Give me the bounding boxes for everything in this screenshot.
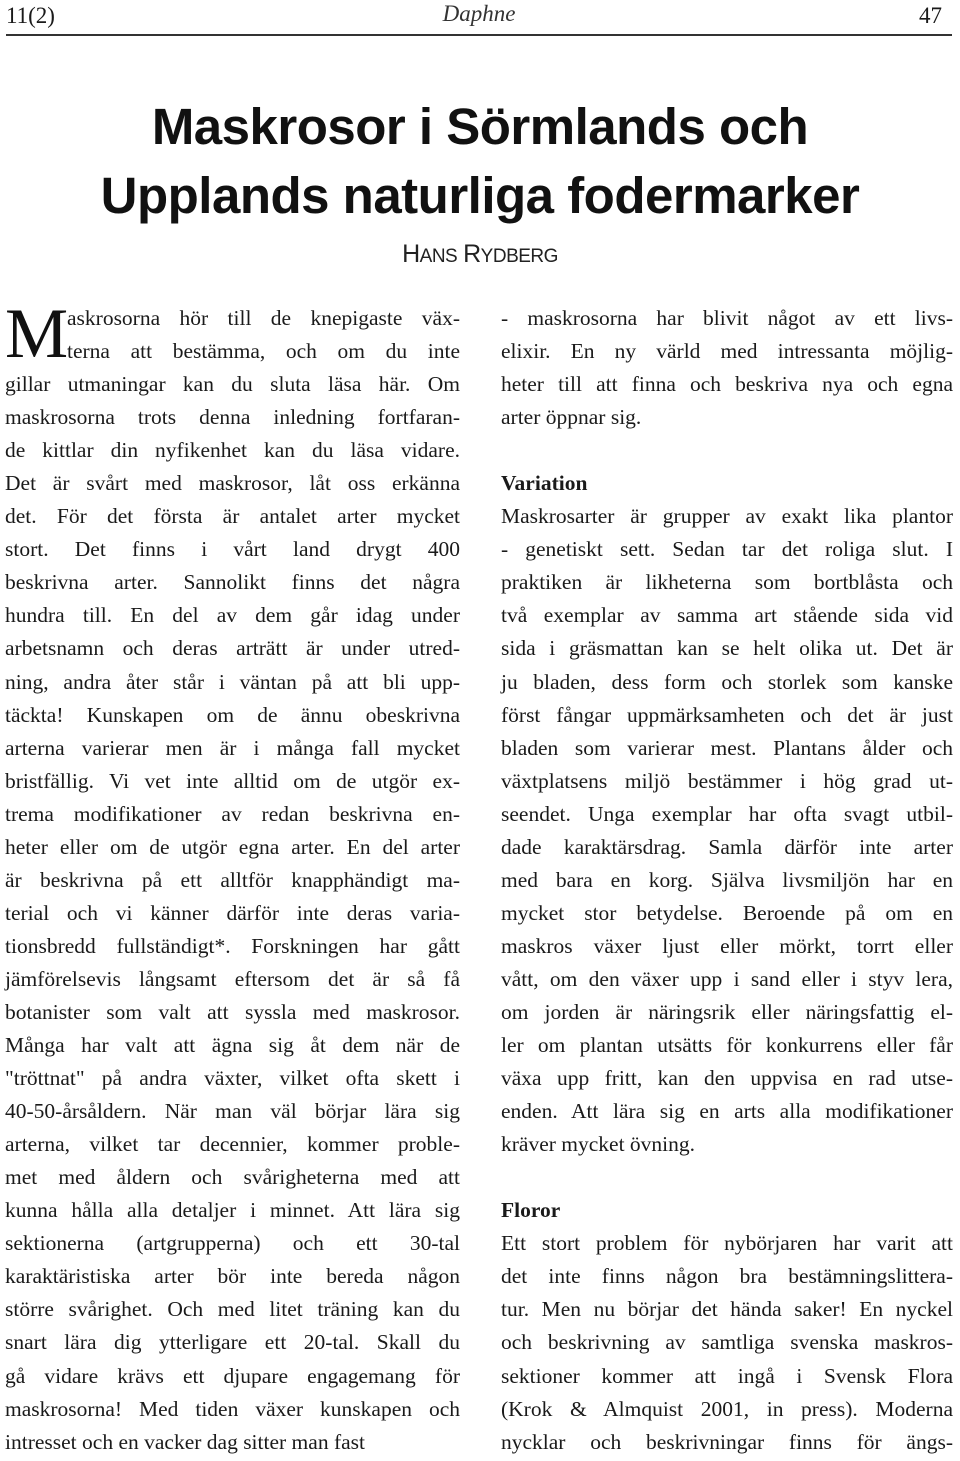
text-line: med bara en korg. Själva livsmiljön har en [501, 867, 953, 892]
text-line: heter eller om de utgör egna arter. En del arter [5, 834, 460, 859]
text-line: - genetiskt sett. Sedan tar det roliga slut. I [501, 537, 953, 562]
text-line: vått, om den växer upp i sand eller i styv lera, [501, 966, 953, 991]
text-line: och beskrivning av samtliga svenska maskros- [501, 1330, 953, 1355]
text-line: (Krok & Almquist 2001, in press). Moderna [501, 1396, 953, 1421]
text-line: stort. Det finns i vårt land drygt 400 [5, 537, 460, 562]
text-line: Många har valt att ägna sig åt dem när de [5, 1033, 460, 1058]
text-line: arterna varierar men är i många fall mycket [5, 735, 460, 760]
text-line: bristfällig. Vi vet inte alltid om de utgör ex- [5, 768, 460, 793]
section-heading-floror: Floror [501, 1198, 561, 1223]
author-name: HANS RYDBERG [402, 240, 558, 268]
text-line: elixir. En ny värld med intressanta möjlig- [501, 339, 953, 364]
left-column [5, 302, 460, 1459]
text-line: dade karaktärsdrag. Samla därför inte arter [501, 834, 953, 859]
text-line: hundra till. En del av dem går idag under [5, 603, 460, 628]
text-line: Maskrosarter är grupper av exakt lika plantor [501, 504, 953, 529]
text-line: seendet. Unga exemplar har ofta svagt utbil- [501, 801, 953, 826]
text-line: snart lära dig ytterligare ett 20-tal. Skall du [5, 1330, 460, 1355]
text-line: två exemplar av samma art stående sida vid [501, 603, 953, 628]
text-line: mycket stor betydelse. Beroende på om en [501, 900, 953, 925]
text-line: tur. Men nu börjar det hända saker! En nyckel [501, 1297, 953, 1322]
text-line: beskrivna arter. Sannolikt finns det några [5, 570, 460, 595]
text-line: enden. Att lära sig en arts alla modifikationer [501, 1099, 953, 1124]
text-line: - maskrosorna har blivit något av ett livs- [501, 306, 953, 330]
text-line: maskrosorna! Med tiden växer kunskapen och [5, 1396, 460, 1421]
text-line: kräver mycket övning. [501, 1132, 696, 1157]
text-line: de kittlar din nyfikenhet kan du läsa vidare. [5, 438, 460, 463]
text-line: växtplatsens miljö bestämmer i hög grad ut- [501, 768, 953, 793]
issue-number: 11(2) [6, 3, 55, 28]
section-heading-variation: Variation [501, 471, 588, 496]
text-line: karaktäristiska arter bör inte bereda någon [5, 1264, 460, 1289]
text-line: först fångar uppmärksamheten och det är just [501, 702, 953, 727]
text-line: ning, andra åter står i väntan på att bli upp- [5, 669, 460, 694]
text-line: ler om plantan utsätts för konkurrens eller får [501, 1033, 953, 1058]
text-line: jämförelsevis långsamt eftersom det är så få [5, 966, 460, 991]
intro-paragraph [501, 302, 953, 434]
text-line: terial och vi känner därför inte deras varia- [5, 900, 460, 925]
text-line: maskrosorna trots denna inledning fortfaran- [5, 405, 460, 430]
text-line: heter till att finna och beskriva nya och egna [501, 372, 953, 397]
text-line: det inte finns någon bra bestämningslittera- [501, 1264, 953, 1289]
text-line: sektioner kommer att ingå i Svensk Flora [501, 1363, 953, 1388]
text-line: Det är svårt med maskrosor, låt oss erkänna [5, 471, 460, 496]
text-line: sida i gräsmattan kan se helt olika ut. Det är [501, 636, 953, 661]
text-line: 40-50-årsåldern. När man väl börjar lära sig [5, 1099, 460, 1124]
text-line: gillar utmaningar kan du sluta läsa här. Om [5, 372, 460, 397]
text-line: "tröttnat" på andra växter, vilket ofta skett i [5, 1066, 460, 1091]
text-line: är beskrivna på ett alltför knapphändigt ma- [5, 867, 460, 892]
text-line: terna att bestämma, och om du inte [67, 339, 460, 364]
variation-paragraph [501, 500, 953, 1161]
drop-cap: M [5, 295, 69, 373]
running-header [6, 0, 952, 36]
text-line: askrosorna hör till de knepigaste väx- [67, 306, 460, 330]
text-line: botanister som valt att syssla med maskrosor. [5, 999, 460, 1024]
text-line: intresset och en vacker dag sitter man fast [5, 1429, 365, 1454]
text-line: större svårighet. Och med litet träning kan du [5, 1297, 460, 1322]
right-column [501, 302, 953, 1459]
text-line: Ett stort problem för nybörjaren har varit att [501, 1231, 953, 1256]
text-line: met med åldern och svårigheterna med att [5, 1165, 460, 1190]
text-line: arter öppnar sig. [501, 405, 642, 430]
text-line: det. För det första är antalet arter mycket [5, 504, 460, 529]
floror-paragraph [501, 1227, 953, 1458]
text-line: växa upp fritt, kan den uppvisa en rad utse- [501, 1066, 953, 1091]
text-line: kunna hålla alla detaljer i minnet. Att lära sig [5, 1198, 460, 1223]
article-title [0, 92, 960, 230]
text-line: sektionerna (artgrupperna) och ett 30-tal [5, 1231, 460, 1256]
text-line: trema modifikationer av redan beskrivna en- [5, 801, 460, 826]
text-line: maskros växer ljust eller mörkt, torrt eller [501, 933, 953, 958]
text-line: nycklar och beskrivningar finns för ängs- [501, 1429, 953, 1454]
title-line-1: Maskrosor i Sörmlands och [151, 98, 809, 155]
title-line-2: Upplands naturliga fodermarker [100, 167, 860, 224]
text-line: praktiken är likheterna som bortblåsta och [501, 570, 953, 595]
page-number: 47 [919, 3, 942, 28]
text-line: tionsbredd fullständigt*. Forskningen har gått [5, 933, 460, 958]
text-line: arterna, vilket tar decennier, kommer proble- [5, 1132, 460, 1157]
journal-name: Daphne [442, 1, 516, 26]
text-line: täckta! Kunskapen om de ännu obeskrivna [5, 702, 460, 727]
text-line: bladen som varierar mest. Plantans ålder och [501, 735, 953, 760]
text-line: gå vidare krävs ett djupare engagemang för [5, 1363, 460, 1388]
text-line: arbetsnamn och deras arträtt är under utred- [5, 636, 460, 661]
text-line: ju bladen, dess form och storlek som kanske [501, 669, 953, 694]
text-line: om jorden är näringsrik eller näringsfattig el- [501, 999, 953, 1024]
